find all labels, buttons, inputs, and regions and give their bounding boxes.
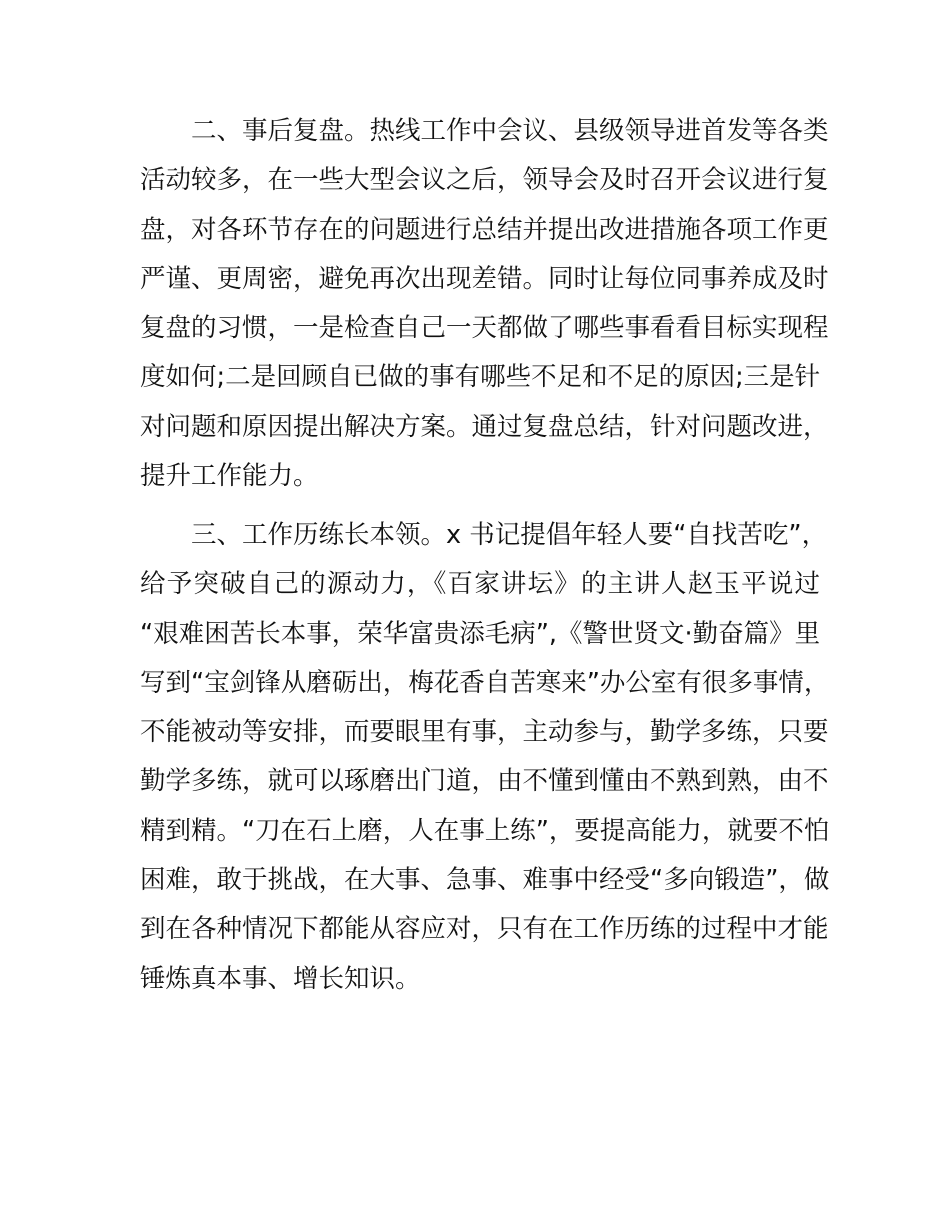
paragraph-line: 对问题和原因提出解决方案。通过复盘总结，针对问题改进， [140, 411, 829, 442]
paragraph-line: 盘，对各环节存在的问题进行总结并提出改进措施各项工作更 [140, 214, 829, 245]
paragraph-line: “艰难困苦长本事，荣华富贵添毛病”,《警世贤文·勤奋篇》里 [140, 618, 821, 649]
paragraph-work-training [140, 511, 830, 1004]
paragraph-line: 勤学多练，就可以琢磨出门道，由不懂到懂由不熟到熟，由不 [140, 766, 829, 797]
paragraph-line: 不能被动等安排，而要眼里有事，主动参与，勤学多练，只要 [140, 717, 829, 748]
paragraph-line: 度如何;二是回顾自已做的事有哪些不足和不足的原因;三是针 [140, 362, 821, 393]
paragraph-line: 活动较多，在一些大型会议之后，领导会及时召开会议进行复 [140, 165, 829, 196]
paragraph-line: 三、工作历练长本领。x 书记提倡年轻人要“自找苦吃”， [191, 520, 828, 550]
paragraph-line: 复盘的习惯，一是检查自己一天都做了哪些事看看目标实现程 [140, 313, 829, 344]
paragraph-line: 困难，敢于挑战，在大事、急事、难事中经受“多向锻造”，做 [140, 865, 830, 896]
paragraph-line: 提升工作能力。 [140, 461, 319, 492]
paragraph-line: 给予突破自己的源动力，《百家讲坛》的主讲人赵玉平说过 [140, 569, 820, 600]
paragraph-line: 严谨、更周密，避免再次出现差错。同时让每位同事养成及时 [140, 263, 829, 294]
paragraph-line: 写到“宝剑锋从磨砺出，梅花香自苦寒来”办公室有很多事情， [140, 667, 830, 698]
paragraph-line: 二、事后复盘。热线工作中会议、县级领导进首发等各类 [191, 116, 829, 146]
paragraph-line: 锤炼真本事、增长知识。 [140, 963, 421, 994]
paragraph-line: 到在各种情况下都能从容应对，只有在工作历练的过程中才能 [140, 914, 829, 945]
paragraph-line: 精到精。“刀在石上磨，人在事上练”，要提高能力，就要不怕 [140, 815, 830, 846]
paragraph-post-review [140, 107, 829, 501]
